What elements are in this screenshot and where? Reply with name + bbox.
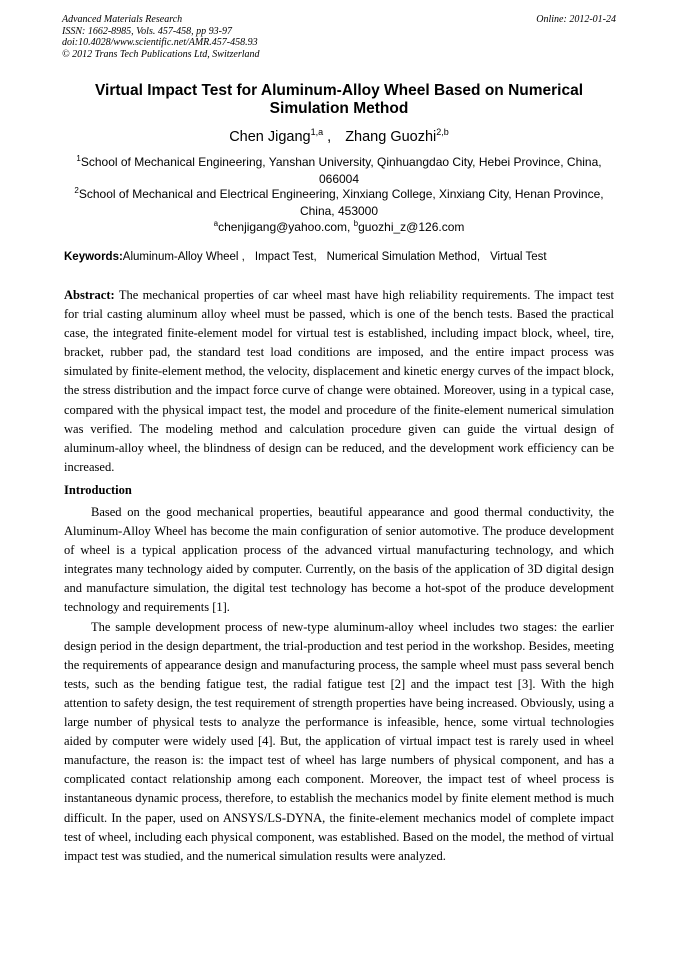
paragraph: Based on the good mechanical properties, beautiful appearance and good thermal conductivity, the Aluminum-Alloy Wheel has become the main configuration of senior automotive. The produce development of wheel is a typical application process of the advanced virtual manufacturing technology, and which integrates many technology aided by computer. Currently, on the basis of the application of 3D digital design and manufacture simulation, the digital test technology has become a hot-spot of the produce development technology and requirements [1]. [64,505,614,615]
affiliation-superscript: 1 [76,154,81,163]
email-superscript: b [353,219,359,228]
introduction-section [64,503,614,866]
journal-header [62,14,616,60]
author-separator: , [327,128,332,145]
author-name: Chen Jigang [229,128,311,145]
author-superscript: 1,a [310,127,324,137]
keywords-line [64,250,616,265]
affiliation-text: School of Mechanical and Electrical Engineering, Xinxiang College, Xinxiang City, Henan Province, China, 453000 [78,187,604,218]
email-link[interactable]: guozhi_z@126.com [358,220,465,234]
keyword-item: Numerical Simulation Method, [326,251,481,263]
journal-copyright: © 2012 Trans Tech Publications Ltd, Switzerland [62,48,260,60]
paragraph: The sample development process of new-type aluminum-alloy wheel includes two stages: the earlier design period in the design department, the trial-production and test period in the workshop. Besides, meeting the requirements of appearance design and manufacturing process, the sample wheel must pass several bench tests, such as the bending fatigue test, the radial fatigue test [2] and the impact test [3]. With the high attention to safety design, the test requirement of strength properties have being increased. Obviously, using a large number of physical tests to analyze the performance is infeasible, hence, some virtual technologies aided by computer were widely used [4]. But, the application of virtual impact test is rarely used in wheel manufacture, the reason is: the impact test of wheel has large numbers of physical component, and has a complicated contact relationship among each component. Moreover, the impact test of wheel process is instantaneous dynamic process, therefore, to establish the mechanics model by finite element method is much difficult. In the paper, used on ANSYS/LS-DYNA, the finite-element mechanics model of complete impact test of wheel, including each physical component, was established. Based on the model, the method of virtual impact test was studied, and the numerical simulation results were analyzed. [64,619,614,863]
keyword-item: Aluminum-Alloy Wheel , [122,251,245,263]
email-link[interactable]: chenjigang@yahoo.com, [218,220,351,234]
online-date: Online: 2012-01-24 [536,14,616,25]
abstract-section [64,286,614,477]
author-superscript: 2,b [436,127,449,137]
affiliation-text: School of Mechanical Engineering, Yanshan University, Qinhuangdao City, Hebei Province, China, 066004 [80,155,602,186]
journal-issn: ISSN: 1662-8985, Vols. 457-458, pp 93-97 [62,25,232,37]
affiliation-superscript: 2 [74,186,79,195]
author-list [62,123,616,146]
author-name: Zhang Guozhi [345,128,437,145]
introduction-heading: Introduction [64,483,132,497]
abstract-label: Abstract: [64,288,115,302]
email-superscript: a [213,219,219,228]
journal-doi: doi:10.4028/www.scientific.net/AMR.457-458.93 [62,37,258,48]
journal-info [62,14,616,60]
paper-title: Virtual Impact Test for Aluminum-Alloy Wheel Based on Numerical Simulation Method [94,82,584,117]
keywords-label: Keywords: [64,251,123,263]
keyword-item: Impact Test, [254,251,317,263]
abstract-text: The mechanical properties of car wheel mast have high reliability requirements. The impact test for trial casting aluminum alloy wheel must be passed, which is one of the bench tests. Based the practical case, the integrated finite-element model for virtual test is established, including impact block, wheel, tire, bracket, rubber pad, the standard test load conditions are imposed, and the entire impact process was simulated by finite-element method, the velocity, displacement and kinetic energy curves of the impact block, the stress distribution and the impact force curve of change were obtained. Moreover, using in a typical case, compared with the physical impact test, the model and procedure of the finite-element numerical simulation was verified. The modeling method and calculation procedure given can guide the virtual design of aluminum-alloy wheel, the blindness of design can be reduced, and the development work efficiency can be increased. [64,288,615,474]
journal-name: Advanced Materials Research [62,14,183,25]
email-list [62,215,616,236]
keyword-item: Virtual Test [490,251,547,263]
